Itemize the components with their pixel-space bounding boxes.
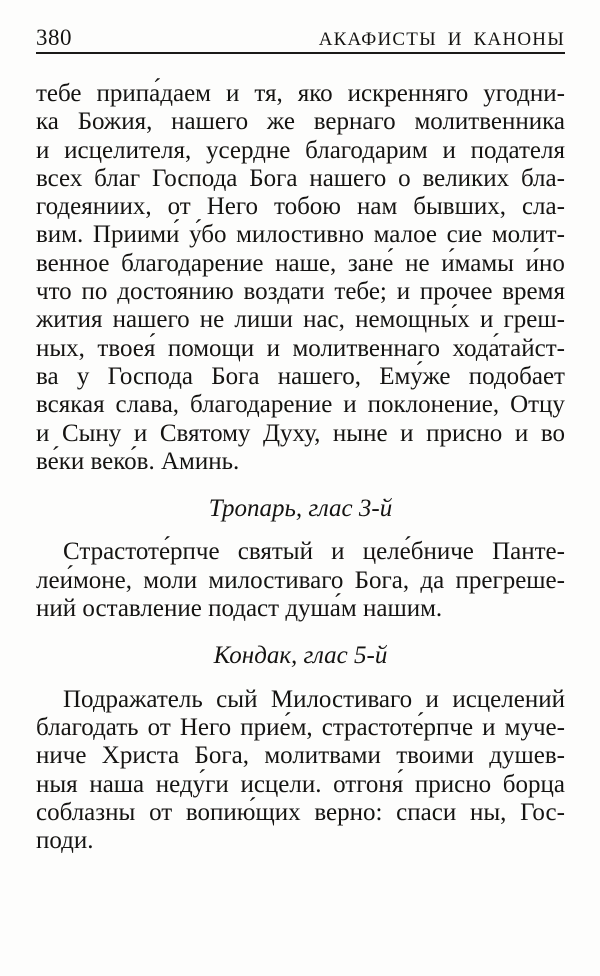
troparion-heading: Тропарь, глас 3-й bbox=[208, 495, 393, 523]
text-line: ве́ки веко́в. Аминь. bbox=[36, 447, 240, 475]
text-line: тебе припа́даем и тя, яко искренняго угодни- bbox=[36, 80, 565, 107]
text-line: ка Божия, нашего же вернаго молитвенника bbox=[36, 108, 565, 136]
page-body bbox=[36, 80, 565, 855]
troparion-paragraph bbox=[36, 538, 565, 623]
text-line: ва у Господа Бога нашего, Ему́же подобает bbox=[36, 362, 565, 390]
page-number: 380 bbox=[36, 25, 72, 50]
text-line: ний оставление подаст душа́м нашим. bbox=[36, 595, 443, 623]
text-line: ных, твоея́ помощи и молитвеннаго хода́тайст- bbox=[36, 334, 565, 362]
text-line: Страстоте́рпче святый и целе́бниче Панте- bbox=[63, 538, 565, 566]
prayer-paragraph bbox=[36, 80, 565, 476]
text-line: поди. bbox=[36, 827, 94, 855]
text-line: что по достоянию воздати тебе; и прочее время bbox=[36, 278, 565, 306]
text-line: и Сыну и Святому Духу, ныне и присно и во bbox=[36, 419, 565, 447]
text-line: благодать от Него прие́м, страстоте́рпче и муче- bbox=[36, 713, 565, 741]
header-title: АКАФИСТЫ И КАНОНЫ bbox=[318, 29, 565, 50]
text-line: всех благ Господа Бога нашего о великих бла- bbox=[36, 164, 565, 192]
text-line: годеяниих, от Него тобою нам бывших, сла- bbox=[36, 193, 565, 221]
text-line: всякая слава, благодарение и поклонение, Отцу bbox=[36, 391, 565, 419]
text-line: жития нашего не лиши нас, немощны́х и греш- bbox=[36, 306, 565, 334]
text-line: вим. Приими́ у́бо милостивно малое сие молит- bbox=[36, 221, 565, 249]
kontakion-paragraph bbox=[36, 686, 565, 856]
text-line: Подражатель сый Милостиваго и исцелений bbox=[63, 685, 565, 713]
kontakion-heading: Кондак, глас 5-й bbox=[213, 642, 388, 670]
text-line: венное благодарение наше, зане́ не и́мамы и́но bbox=[36, 249, 565, 277]
text-line: и исцелителя, усердне благодарим и подателя bbox=[36, 136, 565, 164]
text-line: леи́моне, моли милостиваго Бога, да прегреше- bbox=[36, 566, 565, 594]
text-line: соблазны от вопию́щих верно: спаси ны, Гос- bbox=[36, 798, 565, 826]
running-header bbox=[36, 26, 565, 54]
text-line: ныя наша неду́ги исцели. отгоня́ присно борца bbox=[36, 770, 565, 798]
text-line: ниче Христа Бога, молитвами твоими душев- bbox=[36, 742, 565, 770]
